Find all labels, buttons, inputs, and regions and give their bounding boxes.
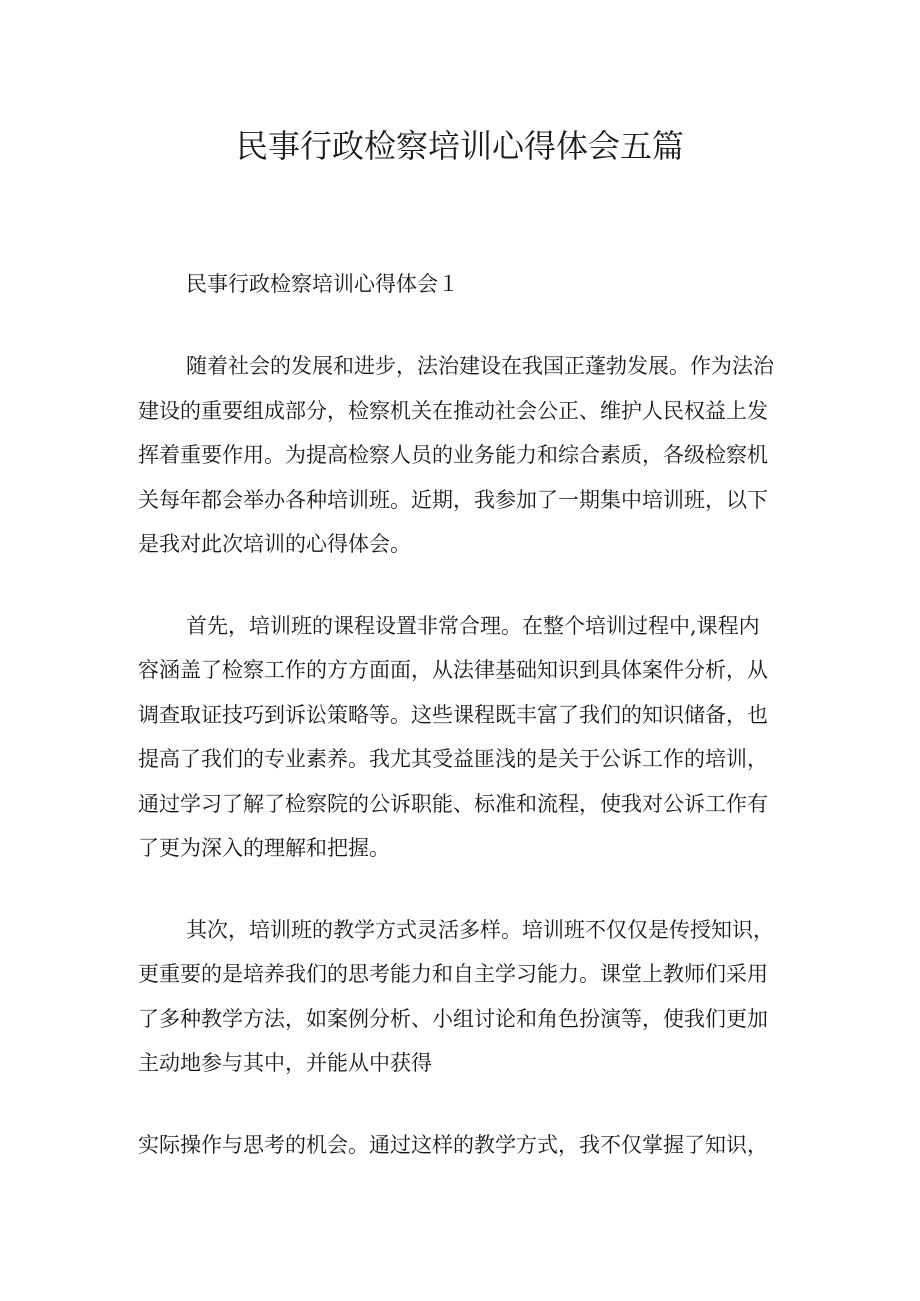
paragraph-line: 了多种教学方法，如案例分析、小组讨论和角色扮演等，使我们更加 [138,1007,768,1031]
paragraph-line: 更重要的是培养我们的思考能力和自主学习能力。课堂上教师们采用 [138,962,768,986]
paragraph-line: 提高了我们的专业素养。我尤其受益匪浅的是关于公诉工作的培训， [138,747,768,771]
paragraph-line: 建设的重要组成部分，检察机关在推动社会公正、维护人民权益上发 [138,399,768,423]
paragraph-line: 主动地参与其中，并能从中获得 [138,1051,432,1075]
section-heading: 民事行政检察培训心得体会１ [186,272,459,296]
document-title: 民事行政检察培训心得体会五篇 [235,127,684,165]
paragraph-line: 挥着重要作用。为提高检察人员的业务能力和综合素质，各级检察机 [138,443,768,467]
paragraph-line: 实际操作与思考的机会。通过这样的教学方式，我不仅掌握了知识， [138,1133,768,1157]
paragraph-line: 是我对此次培训的心得体会。 [138,532,411,556]
paragraph-line: 随着社会的发展和进步，法治建设在我国正蓬勃发展。作为法治 [186,354,774,378]
paragraph-line: 首先，培训班的课程设置非常合理。在整个培训过程中,课程内 [186,614,760,638]
paragraph-line: 调查取证技巧到诉讼策略等。这些课程既丰富了我们的知识储备，也 [138,703,768,727]
paragraph-line: 关每年都会举办各种培训班。近期，我参加了一期集中培训班，以下 [138,488,768,512]
paragraph-line: 容涵盖了检察工作的方方面面，从法律基础知识到具体案件分析，从 [138,658,768,682]
paragraph-line: 通过学习了解了检察院的公诉职能、标准和流程，使我对公诉工作有 [138,792,768,816]
paragraph-line: 了更为深入的理解和把握。 [138,836,390,860]
paragraph-line: 其次，培训班的教学方式灵活多样。培训班不仅仅是传授知识， [186,918,774,942]
